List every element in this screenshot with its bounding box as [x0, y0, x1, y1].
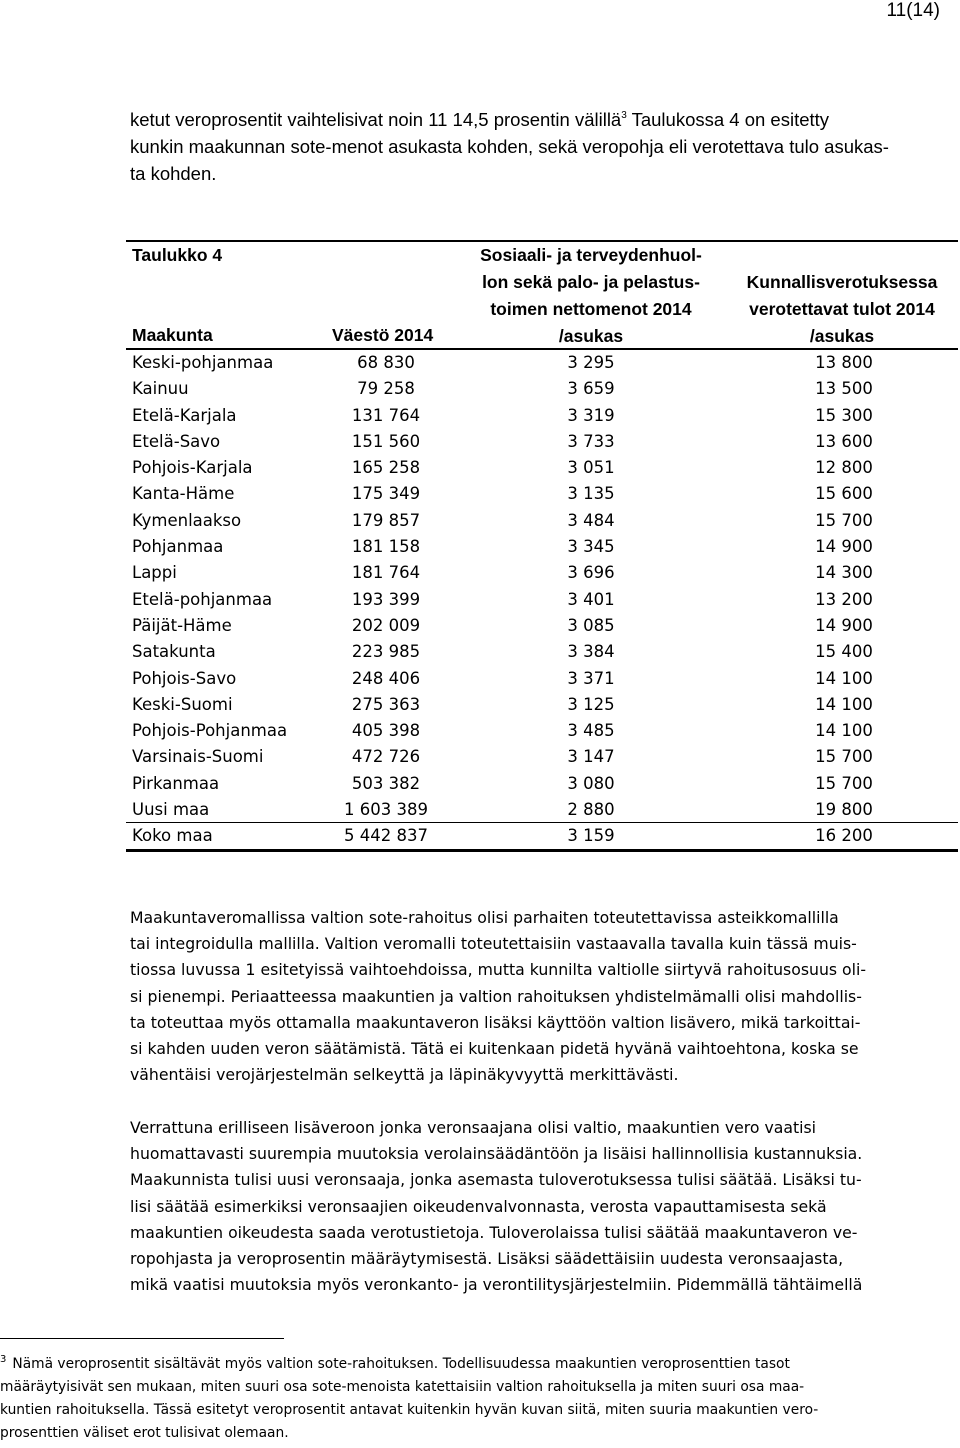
- intro-line-3: ta kohden.: [130, 163, 217, 184]
- paragraph-line: mikä vaatisi muutoksia myös veronkanto- ja verontilitysjärjestelmiin. Pidemmällä tähtäimellä: [130, 1275, 863, 1295]
- paragraph-line: si kahden uuden veron säätämistä. Tätä ei kuitenkaan pidetä hyvänä vaihtoehtona, koska se: [130, 1039, 859, 1059]
- paragraph-line: lisi säätää esimerkiksi veronsaajien oikeudenvalvonnasta, verosta vapauttamisesta sekä: [130, 1196, 827, 1216]
- sote-cell: 3 401: [567, 589, 615, 609]
- sote-cell: 3 696: [567, 563, 615, 583]
- table-row: [126, 508, 958, 534]
- tax-cell: 14 100: [815, 721, 873, 741]
- population-cell: 68 830: [357, 353, 415, 372]
- footnote-line: kuntien rahoituksella. Tässä esitetyt veroprosentit antavat kuitenkin hyvän kuvan siitä, miten suuria maakuntien vero-: [0, 1402, 819, 1418]
- region-cell: Varsinais-Suomi: [132, 747, 264, 767]
- tax-header-line: /asukas: [809, 326, 875, 346]
- sote-cell: 3 733: [567, 431, 615, 451]
- paragraph-line: vähentäisi verojärjestelmän selkeyttä ja läpinäkyvyyttä merkittävästi.: [130, 1065, 679, 1085]
- sote-cell: 3 147: [567, 747, 615, 767]
- table-row: [126, 455, 958, 481]
- total-region-cell: Koko maa: [132, 826, 213, 845]
- population-cell: 248 406: [351, 668, 421, 688]
- sote-cell: 3 135: [567, 484, 615, 504]
- table-row: [126, 639, 958, 665]
- column-header-population: Väestö 2014: [332, 325, 434, 345]
- total-population-cell: 5 442 837: [344, 826, 428, 845]
- tax-cell: 13 800: [815, 353, 873, 372]
- column-header-taxable-income: [726, 269, 958, 350]
- table-row: [126, 718, 958, 744]
- table-row: [126, 771, 958, 797]
- region-cell: Kanta-Häme: [132, 484, 235, 504]
- tax-cell: 14 900: [815, 537, 873, 557]
- sote-header-line: /asukas: [558, 326, 624, 346]
- region-cell: Etelä-Karjala: [132, 405, 237, 425]
- sote-cell: 3 125: [567, 694, 615, 714]
- table-total-row: [126, 823, 958, 849]
- footnote: [0, 1348, 950, 1445]
- intro-line-1-text: ketut veroprosentit vaihtelisivat noin 11 14,5 prosentin välillä: [130, 109, 622, 130]
- paragraph-line: ta toteuttaa myös ottamalla maakuntaveron lisäksi käyttöön valtion lisävero, mikä tarkoittai-: [130, 1012, 861, 1032]
- tax-cell: 13 500: [815, 379, 873, 399]
- footnote-separator: [0, 1338, 284, 1339]
- region-cell: Kainuu: [132, 379, 189, 399]
- region-cell: Pohjanmaa: [132, 537, 224, 557]
- population-cell: 1 603 389: [344, 800, 428, 820]
- table-row: [126, 350, 958, 376]
- footnote-line: [0, 1348, 950, 1376]
- paragraph-line: ropohjasta ja veroprosentin määräytymisestä. Lisäksi säädettäisiin uudesta veronsaajasta,: [130, 1249, 844, 1269]
- page-number: 11(14): [886, 0, 940, 21]
- table-row: [126, 587, 958, 613]
- population-cell: 193 399: [351, 589, 421, 609]
- region-cell: Pohjois-Savo: [132, 668, 237, 688]
- sote-cell: 3 485: [567, 721, 615, 741]
- footnote-reference[interactable]: 3: [621, 110, 627, 121]
- tax-cell: 15 600: [815, 484, 873, 504]
- population-cell: 181 158: [351, 537, 421, 557]
- footnote-mark: 3: [0, 1354, 7, 1365]
- region-cell: Kymenlaakso: [132, 510, 242, 530]
- paragraph-tax-model: [130, 905, 942, 1088]
- table-row: [126, 376, 958, 402]
- population-cell: 472 726: [351, 747, 421, 767]
- tax-cell: 12 800: [815, 458, 873, 478]
- paragraph-line: Maakuntaveromallissa valtion sote-rahoitus olisi parhaiten toteutettavissa asteikkomallilla: [130, 908, 839, 927]
- sote-cell: 3 384: [567, 642, 615, 662]
- region-cell: Uusi maa: [132, 800, 210, 820]
- sote-header-line: toimen nettomenot 2014: [490, 299, 692, 319]
- footnote-line: määräytyisivät sen mukaan, miten suuri osa sote-menoista katettaisiin valtion rahoituksella ja miten suuri osa maa-: [0, 1379, 805, 1395]
- table-row: [126, 429, 958, 455]
- population-cell: 503 382: [351, 773, 421, 793]
- population-cell: 179 857: [351, 510, 421, 530]
- tax-header-line: verotettavat tulot 2014: [749, 299, 935, 319]
- region-cell: Etelä-Savo: [132, 431, 221, 451]
- table-row: [126, 481, 958, 507]
- tax-cell: 15 300: [815, 405, 873, 425]
- population-cell: 181 764: [351, 563, 421, 583]
- table-body: [126, 350, 958, 823]
- sote-cell: 3 371: [567, 668, 615, 688]
- region-cell: Satakunta: [132, 642, 216, 662]
- population-cell: 131 764: [351, 405, 421, 425]
- tax-cell: 15 400: [815, 642, 873, 662]
- tax-cell: 13 200: [815, 589, 873, 609]
- paragraph-line: tiossa luvussa 1 esitetyissä vaihtoehdoissa, mutta kunnilta valtiolle siirtyvä rahoitusosuus oli-: [130, 960, 867, 980]
- tax-cell: 14 100: [815, 668, 873, 688]
- sote-cell: 3 659: [567, 379, 615, 399]
- population-cell: 223 985: [351, 642, 421, 662]
- tax-cell: 15 700: [815, 510, 873, 530]
- tax-header-line: Kunnallisverotuksessa: [746, 272, 938, 292]
- sote-cell: 3 345: [567, 537, 615, 557]
- population-cell: 405 398: [351, 721, 421, 741]
- region-cell: Keski-Suomi: [132, 694, 233, 714]
- paragraph-line: maakuntien oikeudesta saada verotustietoja. Tuloverolaissa tulisi säätää maakuntaveron ve-: [130, 1222, 858, 1242]
- table-row: [126, 560, 958, 586]
- table-row: [126, 797, 958, 823]
- tax-cell: 14 300: [815, 563, 873, 583]
- region-cell: Lappi: [132, 563, 177, 583]
- population-cell: 202 009: [351, 615, 421, 635]
- region-cell: Etelä-pohjanmaa: [132, 589, 273, 609]
- sote-header-line: Sosiaali- ja terveydenhuol-: [480, 245, 702, 265]
- region-cell: Päijät-Häme: [132, 615, 232, 635]
- population-cell: 151 560: [351, 431, 421, 451]
- tax-cell: 15 700: [815, 747, 873, 767]
- table-row: [126, 744, 958, 770]
- sote-cell: 3 080: [567, 773, 615, 793]
- intro-line-1: [130, 106, 942, 133]
- sote-cell: 3 085: [567, 615, 615, 635]
- region-cell: Pohjois-Pohjanmaa: [132, 721, 288, 741]
- total-sote-cell: 3 159: [567, 826, 615, 845]
- table-row: [126, 692, 958, 718]
- intro-line-1b-text: Taulukossa 4 on esitetty: [626, 109, 830, 130]
- sote-cell: 3 295: [567, 353, 615, 372]
- table-row: [126, 534, 958, 560]
- footnote-line: prosenttien väliset erot tulisivat olemaan.: [0, 1425, 289, 1441]
- paragraph-line: Verrattuna erilliseen lisäveroon jonka veronsaajana olisi valtio, maakuntien vero vaatisi: [130, 1118, 817, 1137]
- region-cell: Pirkanmaa: [132, 773, 220, 793]
- table-row: [126, 666, 958, 692]
- tax-cell: 14 900: [815, 615, 873, 635]
- sote-header-line: lon sekä palo- ja pelastus-: [482, 272, 700, 292]
- intro-paragraph: [130, 106, 942, 187]
- population-cell: 79 258: [357, 379, 415, 399]
- tax-cell: 13 600: [815, 431, 873, 451]
- tax-cell: 19 800: [815, 800, 873, 820]
- table-caption: Taulukko 4: [132, 245, 223, 265]
- total-tax-cell: 16 200: [815, 826, 873, 845]
- sote-cell: 3 051: [567, 458, 615, 478]
- paragraph-line: tai integroidulla mallilla. Valtion veromalli toteutettaisiin vastaavalla tavalla kuin tässä muis-: [130, 934, 857, 954]
- intro-line-2: kunkin maakunnan sote-menot asukasta kohden, sekä veropohja eli verotettava tulo asukas-: [130, 136, 889, 157]
- table-bottom-rule: [126, 849, 958, 852]
- tax-cell: 15 700: [815, 773, 873, 793]
- population-cell: 275 363: [351, 694, 421, 714]
- table-row: [126, 403, 958, 429]
- paragraph-line: si pienempi. Periaatteessa maakuntien ja valtion rahoituksen yhdistelmämalli olisi mahdollis-: [130, 986, 862, 1006]
- tax-cell: 14 100: [815, 694, 873, 714]
- sote-cell: 3 319: [567, 405, 615, 425]
- population-cell: 175 349: [351, 484, 421, 504]
- footnote-line-text: Nämä veroprosentit sisältävät myös valtion sote-rahoituksen. Todellisuudessa maakuntien veroprosenttien tasot: [12, 1356, 790, 1372]
- sote-cell: 3 484: [567, 510, 615, 530]
- paragraph-comparison: [130, 1115, 942, 1298]
- column-header-sote: [466, 242, 716, 350]
- region-cell: Pohjois-Karjala: [132, 458, 253, 478]
- paragraph-line: Maakunnista tulisi uusi veronsaaja, jonka asemasta tuloverotuksessa tulisi säätää. Lisäksi tu-: [130, 1170, 862, 1190]
- paragraph-line: huomattavasti suurempia muutoksia verolainsäädäntöön ja lisäisi hallinnollisia kustannuksia.: [130, 1144, 863, 1164]
- region-cell: Keski-pohjanmaa: [132, 353, 274, 372]
- table-row: [126, 613, 958, 639]
- population-cell: 165 258: [351, 458, 421, 478]
- sote-cell: 2 880: [567, 800, 615, 820]
- column-header-region: Maakunta: [132, 325, 213, 345]
